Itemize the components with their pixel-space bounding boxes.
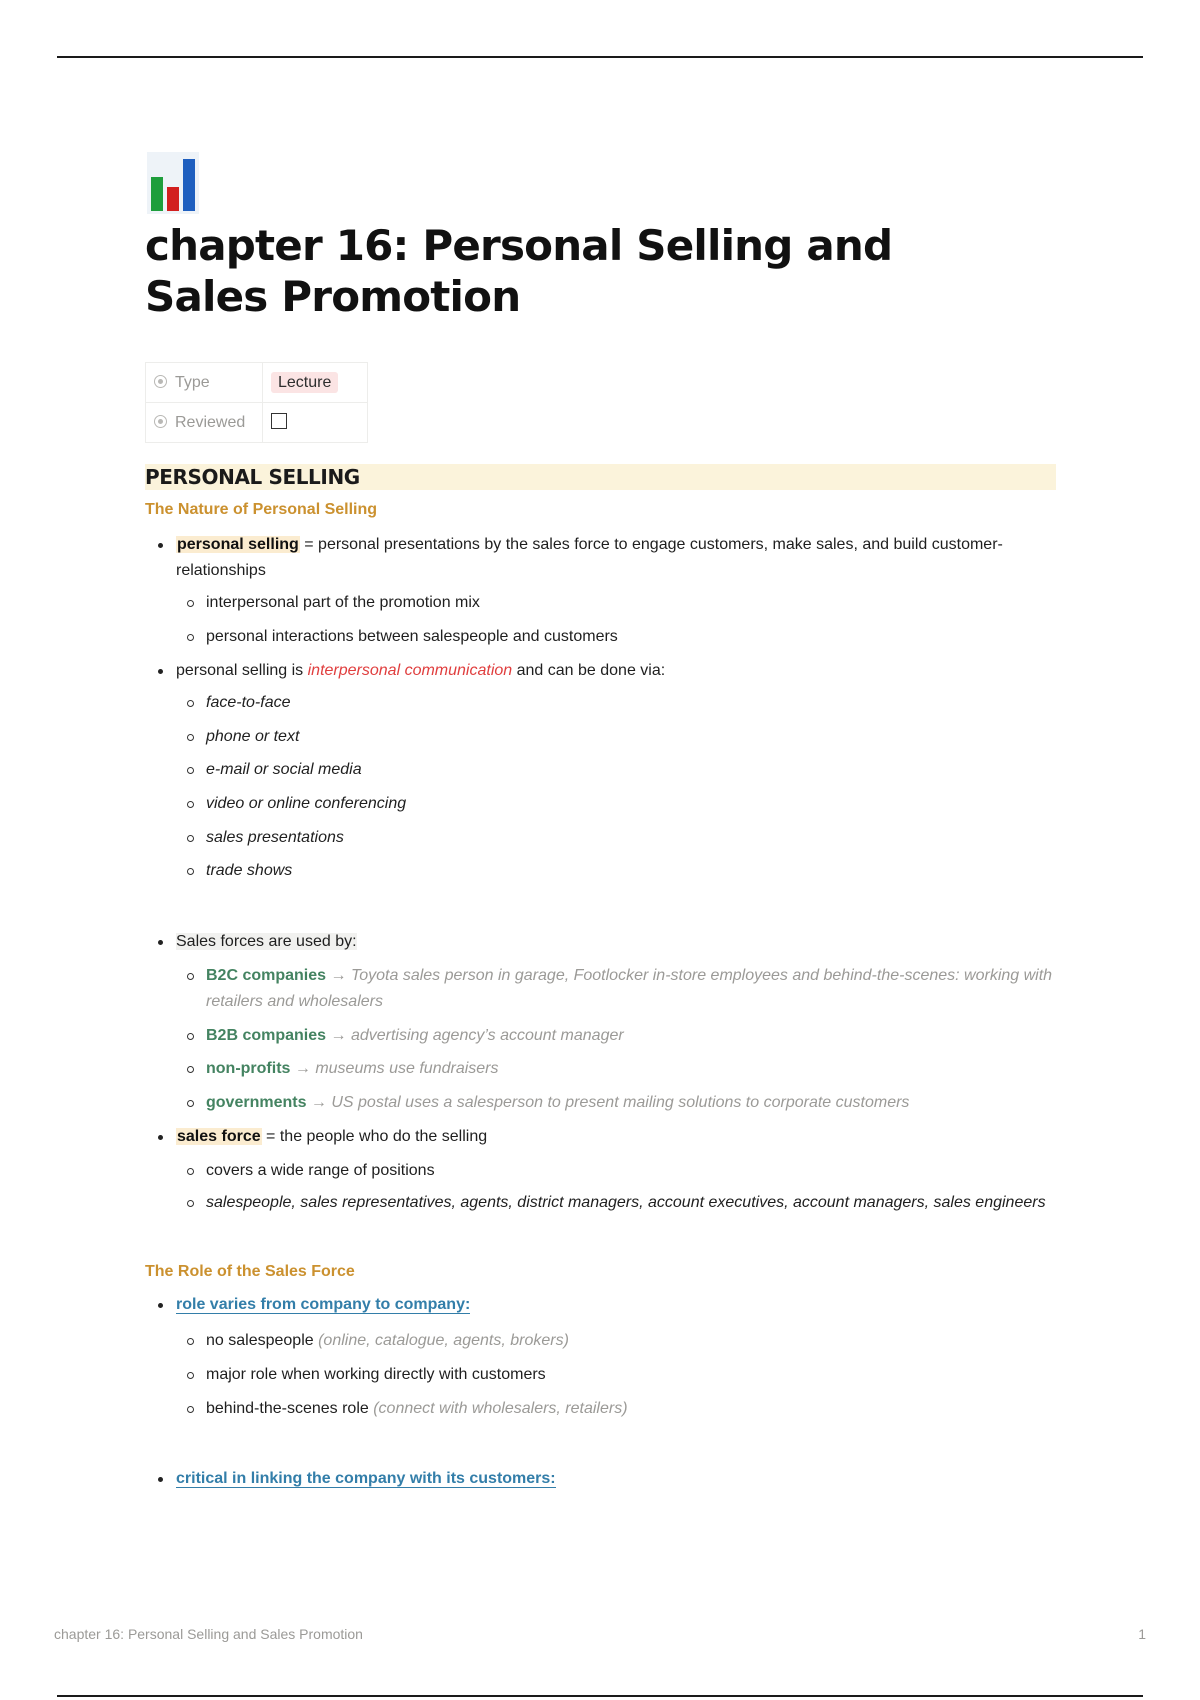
shaded-label: Sales forces are used by: — [176, 933, 357, 950]
role-list — [145, 1292, 1060, 1492]
list-item: video or online conferencing — [145, 791, 1060, 817]
list-item — [145, 929, 1060, 955]
property-key: Reviewed — [175, 413, 246, 431]
nature-list — [145, 532, 1060, 1216]
type-tag[interactable]: Lecture — [271, 372, 338, 393]
list-item: personal selling = personal presentations by the sales force to engage customers, make sales, and build customer-relationships — [145, 532, 1060, 584]
property-key: Type — [175, 373, 210, 391]
reviewed-checkbox[interactable] — [271, 413, 287, 429]
page-footer — [54, 1626, 1146, 1642]
subheading-nature: The Nature of Personal Selling — [145, 501, 378, 518]
list-item: interpersonal part of the promotion mix — [145, 590, 1060, 616]
list-item: B2C companies → Toyota sales person in garage, Footlocker in-store employees and behind-the-scenes: working with retailers and wholesalers — [145, 963, 1060, 1015]
list-item: no salespeople (online, catalogue, agents, brokers) — [145, 1328, 1060, 1354]
emphasis-text: interpersonal communication — [307, 662, 513, 679]
bar-chart-icon — [145, 150, 201, 216]
page-title: chapter 16: Personal Selling and Sales Promotion — [145, 221, 893, 321]
property-row-reviewed — [146, 403, 368, 443]
page-number: 1 — [1138, 1626, 1146, 1642]
list-item: face-to-face — [145, 690, 1060, 716]
footer-title: chapter 16: Personal Selling and Sales Promotion — [54, 1626, 363, 1642]
list-item: major role when working directly with customers — [145, 1362, 1060, 1388]
subheading-role: The Role of the Sales Force — [145, 1263, 355, 1280]
top-rule — [57, 56, 1143, 58]
reviewed-value-cell[interactable] — [263, 403, 368, 443]
list-item — [145, 1466, 1060, 1492]
underlined-label: critical in linking the company with its customers: — [176, 1470, 556, 1487]
bottom-rule — [57, 1695, 1143, 1697]
list-item: personal selling is interpersonal communication and can be done via: — [145, 658, 1060, 684]
property-row-type — [146, 363, 368, 403]
highlighted-term: personal selling — [177, 536, 299, 553]
list-item: covers a wide range of positions — [145, 1158, 1060, 1184]
list-item: e-mail or social media — [145, 757, 1060, 783]
underlined-label: role varies from company to company: — [176, 1296, 471, 1313]
list-item: sales force = the people who do the selling — [145, 1124, 1060, 1150]
properties-table — [145, 362, 368, 443]
list-item: trade shows — [145, 858, 1060, 884]
highlighted-term: sales force — [177, 1128, 261, 1145]
list-item — [145, 1292, 1060, 1318]
list-item: salespeople, sales representatives, agents, district managers, account executives, account managers, sales engineers — [145, 1190, 1060, 1216]
checkbox-property-icon — [154, 415, 167, 428]
list-item: phone or text — [145, 724, 1060, 750]
list-item: behind-the-scenes role (connect with wholesalers, retailers) — [145, 1396, 1060, 1422]
type-value-cell[interactable] — [263, 363, 368, 403]
list-item: personal interactions between salespeople and customers — [145, 624, 1060, 650]
page-content — [145, 150, 1060, 1492]
list-item: B2B companies → advertising agency’s account manager — [145, 1023, 1060, 1049]
list-item: governments → US postal uses a salesperson to present mailing solutions to corporate customers — [145, 1090, 1060, 1116]
select-property-icon — [154, 375, 167, 388]
list-item: sales presentations — [145, 825, 1060, 851]
section-heading: PERSONAL SELLING — [145, 464, 1056, 490]
list-item: non-profits → museums use fundraisers — [145, 1056, 1060, 1082]
